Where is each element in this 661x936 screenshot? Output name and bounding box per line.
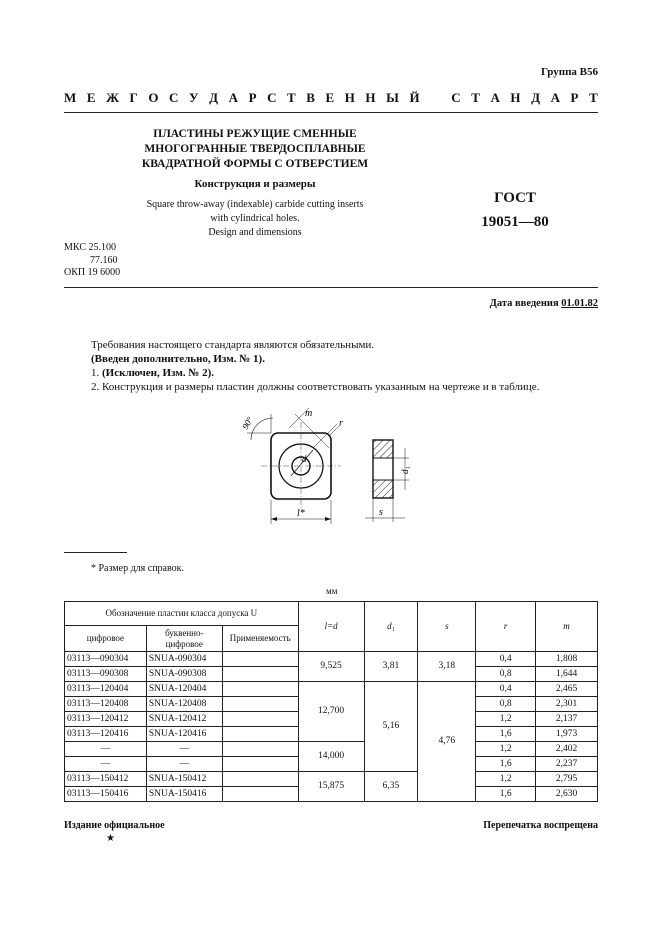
header-ld: l=d xyxy=(298,602,364,652)
label-r: r xyxy=(339,418,343,429)
group-code: Группа В56 xyxy=(540,66,598,78)
cell-apply xyxy=(222,667,298,682)
body-text xyxy=(91,338,539,394)
banner-letter: Й xyxy=(409,90,420,105)
cell-apply xyxy=(222,727,298,742)
cell-digital: — xyxy=(65,757,147,772)
cell-m: 1,973 xyxy=(536,727,598,742)
label-l: l* xyxy=(297,508,305,519)
cell-digital: 03113—120416 xyxy=(65,727,147,742)
paragraph-3 xyxy=(91,366,539,380)
cell-ld: 15,875 xyxy=(298,772,364,802)
cell-digital: — xyxy=(65,742,147,757)
label-s: s xyxy=(379,507,383,518)
header-digital: цифровое xyxy=(65,626,147,652)
cell-m: 2,402 xyxy=(536,742,598,757)
cell-apply xyxy=(222,697,298,712)
cell-s: 3,18 xyxy=(418,652,476,682)
footnote: * Размер для справок. xyxy=(91,563,184,574)
cell-m: 2,137 xyxy=(536,712,598,727)
banner-letter: А xyxy=(550,90,560,105)
banner-letter: Н xyxy=(365,90,376,105)
header-divider xyxy=(64,112,598,113)
banner-letter: Ы xyxy=(386,90,399,105)
label-m: m xyxy=(305,408,313,419)
star-mark: ★ xyxy=(106,833,115,844)
cell-digital: 03113—150412 xyxy=(65,772,147,787)
banner-letter: О xyxy=(148,90,159,105)
cell-digital: 03113—120408 xyxy=(65,697,147,712)
cell-r: 1,6 xyxy=(476,727,536,742)
banner-letter: Р xyxy=(570,90,579,105)
insert-drawing xyxy=(225,400,435,530)
cell-digital: 03113—090304 xyxy=(65,652,147,667)
standard-banner xyxy=(64,90,598,106)
banner-letter: Н xyxy=(344,90,355,105)
cell-letter: SNUA-120412 xyxy=(146,712,222,727)
cell-m: 2,237 xyxy=(536,757,598,772)
reprint-prohibited-label: Перепечатка воспрещена xyxy=(483,820,598,831)
angle-label: 90° xyxy=(240,415,256,431)
cell-digital: 03113—120412 xyxy=(65,712,147,727)
banner-letter: В xyxy=(306,90,315,105)
gost-number-block xyxy=(480,186,550,234)
cell-letter: SNUA-090304 xyxy=(146,652,222,667)
title-line-3: КВАДРАТНОЙ ФОРМЫ С ОТВЕРСТИЕМ xyxy=(141,158,369,170)
english-line-1: Square throw-away (indexable) carbide cutting inserts xyxy=(146,199,364,210)
cell-letter: SNUA-120416 xyxy=(146,727,222,742)
cell-r: 0,8 xyxy=(476,697,536,712)
paragraph-3-text: (Исключен, Изм. № 2). xyxy=(102,367,215,379)
cell-m: 1,808 xyxy=(536,652,598,667)
cell-ld: 12,700 xyxy=(298,682,364,742)
cell-r: 0,8 xyxy=(476,667,536,682)
banner-letter: Т xyxy=(287,90,296,105)
cell-d1: 6,35 xyxy=(364,772,418,802)
header-s: s xyxy=(418,602,476,652)
banner-letter: Д xyxy=(531,90,541,105)
cell-ld: 14,000 xyxy=(298,742,364,772)
introduction-date xyxy=(490,298,598,309)
official-edition-label: Издание официальное xyxy=(64,820,165,831)
cell-apply xyxy=(222,712,298,727)
header-letter: буквенно-цифровое xyxy=(146,626,222,652)
cell-letter: SNUA-150412 xyxy=(146,772,222,787)
paragraph-4: 2. Конструкция и размеры пластин должны соответствовать указанным на чертеже и в таблице. xyxy=(91,381,540,393)
paragraph-2: (Введен дополнительно, Изм. № 1). xyxy=(91,353,265,365)
cell-m: 2,630 xyxy=(536,787,598,802)
cell-r: 1,2 xyxy=(476,772,536,787)
banner-letter: У xyxy=(188,90,199,105)
paragraph-3-number: 1. xyxy=(91,367,102,379)
gost-label: ГОСТ xyxy=(494,190,536,206)
header-m: m xyxy=(536,602,598,652)
banner-letter: С xyxy=(267,90,277,105)
banner-letter: Т xyxy=(589,90,598,105)
banner-letter: Г xyxy=(129,90,138,105)
footnote-divider xyxy=(64,552,127,553)
cell-r: 1,6 xyxy=(476,787,536,802)
header-designation: Обозначение пластин класса допуска U xyxy=(65,602,299,626)
banner-letter: Р xyxy=(248,90,257,105)
banner-letter: С xyxy=(169,90,179,105)
english-line-3: Design and dimensions xyxy=(208,227,302,238)
banner-letter: Е xyxy=(86,90,96,105)
code-mks-1: МКС 25.100 xyxy=(64,242,116,253)
title-line-1: ПЛАСТИНЫ РЕЖУЩИЕ СМЕННЫЕ xyxy=(153,128,357,140)
banner-letter: М xyxy=(64,90,77,105)
dimensions-table xyxy=(64,601,598,802)
english-title xyxy=(130,198,380,240)
date-label: Дата введения xyxy=(489,298,559,309)
cell-apply xyxy=(222,757,298,772)
banner-letter: Т xyxy=(471,90,480,105)
banner-letter: С xyxy=(451,90,461,105)
header-application: Применяемость xyxy=(222,626,298,652)
label-d: d xyxy=(302,454,307,464)
document-title xyxy=(130,127,380,172)
banner-letter: Д xyxy=(209,90,219,105)
cell-d1: 5,16 xyxy=(364,682,418,772)
cell-r: 0,4 xyxy=(476,682,536,697)
label-d1: d₁ xyxy=(400,466,410,474)
cell-letter: SNUA-120404 xyxy=(146,682,222,697)
cell-ld: 9,525 xyxy=(298,652,364,682)
cell-apply xyxy=(222,742,298,757)
cell-apply xyxy=(222,787,298,802)
banner-letter: Н xyxy=(510,90,521,105)
classification-codes xyxy=(64,242,120,280)
banner-letter: А xyxy=(228,90,238,105)
cell-digital: 03113—090308 xyxy=(65,667,147,682)
cell-apply xyxy=(222,682,298,697)
cell-letter: — xyxy=(146,757,222,772)
cell-digital: 03113—120404 xyxy=(65,682,147,697)
units-label: мм xyxy=(326,586,338,596)
table-row xyxy=(65,742,598,757)
document-subtitle: Конструкция и размеры xyxy=(194,178,316,190)
code-okp: ОКП 19 6000 xyxy=(64,267,121,278)
cell-apply xyxy=(222,772,298,787)
code-mks-2: 77.160 xyxy=(90,254,118,266)
cell-r: 1,2 xyxy=(476,742,536,757)
paragraph-1: Требования настоящего стандарта являются обязательными. xyxy=(91,339,375,351)
table-row xyxy=(65,772,598,787)
gost-number: 19051—80 xyxy=(481,214,549,230)
date-value: 01.01.82 xyxy=(561,298,598,309)
cell-r: 1,6 xyxy=(476,757,536,772)
english-line-2: with cylindrical holes. xyxy=(210,213,300,224)
title-line-2: МНОГОГРАННЫЕ ТВЕРДОСПЛАВНЫЕ xyxy=(144,143,366,155)
cell-m: 1,644 xyxy=(536,667,598,682)
cell-m: 2,301 xyxy=(536,697,598,712)
cell-letter: — xyxy=(146,742,222,757)
table-row xyxy=(65,652,598,667)
cell-r: 0,4 xyxy=(476,652,536,667)
banner-letter: А xyxy=(490,90,500,105)
banner-letter: Ж xyxy=(106,90,119,105)
cell-m: 2,465 xyxy=(536,682,598,697)
cell-apply xyxy=(222,652,298,667)
cell-digital: 03113—150416 xyxy=(65,787,147,802)
cell-m: 2,795 xyxy=(536,772,598,787)
cell-r: 1,2 xyxy=(476,712,536,727)
cell-s: 4,76 xyxy=(418,682,476,802)
cell-d1: 3,81 xyxy=(364,652,418,682)
banner-letter: Е xyxy=(325,90,335,105)
codes-divider xyxy=(64,287,598,288)
header-d1: d₁ xyxy=(364,602,418,652)
header-r: r xyxy=(476,602,536,652)
table-row xyxy=(65,682,598,697)
cell-letter: SNUA-150416 xyxy=(146,787,222,802)
cell-letter: SNUA-090308 xyxy=(146,667,222,682)
cell-letter: SNUA-120408 xyxy=(146,697,222,712)
